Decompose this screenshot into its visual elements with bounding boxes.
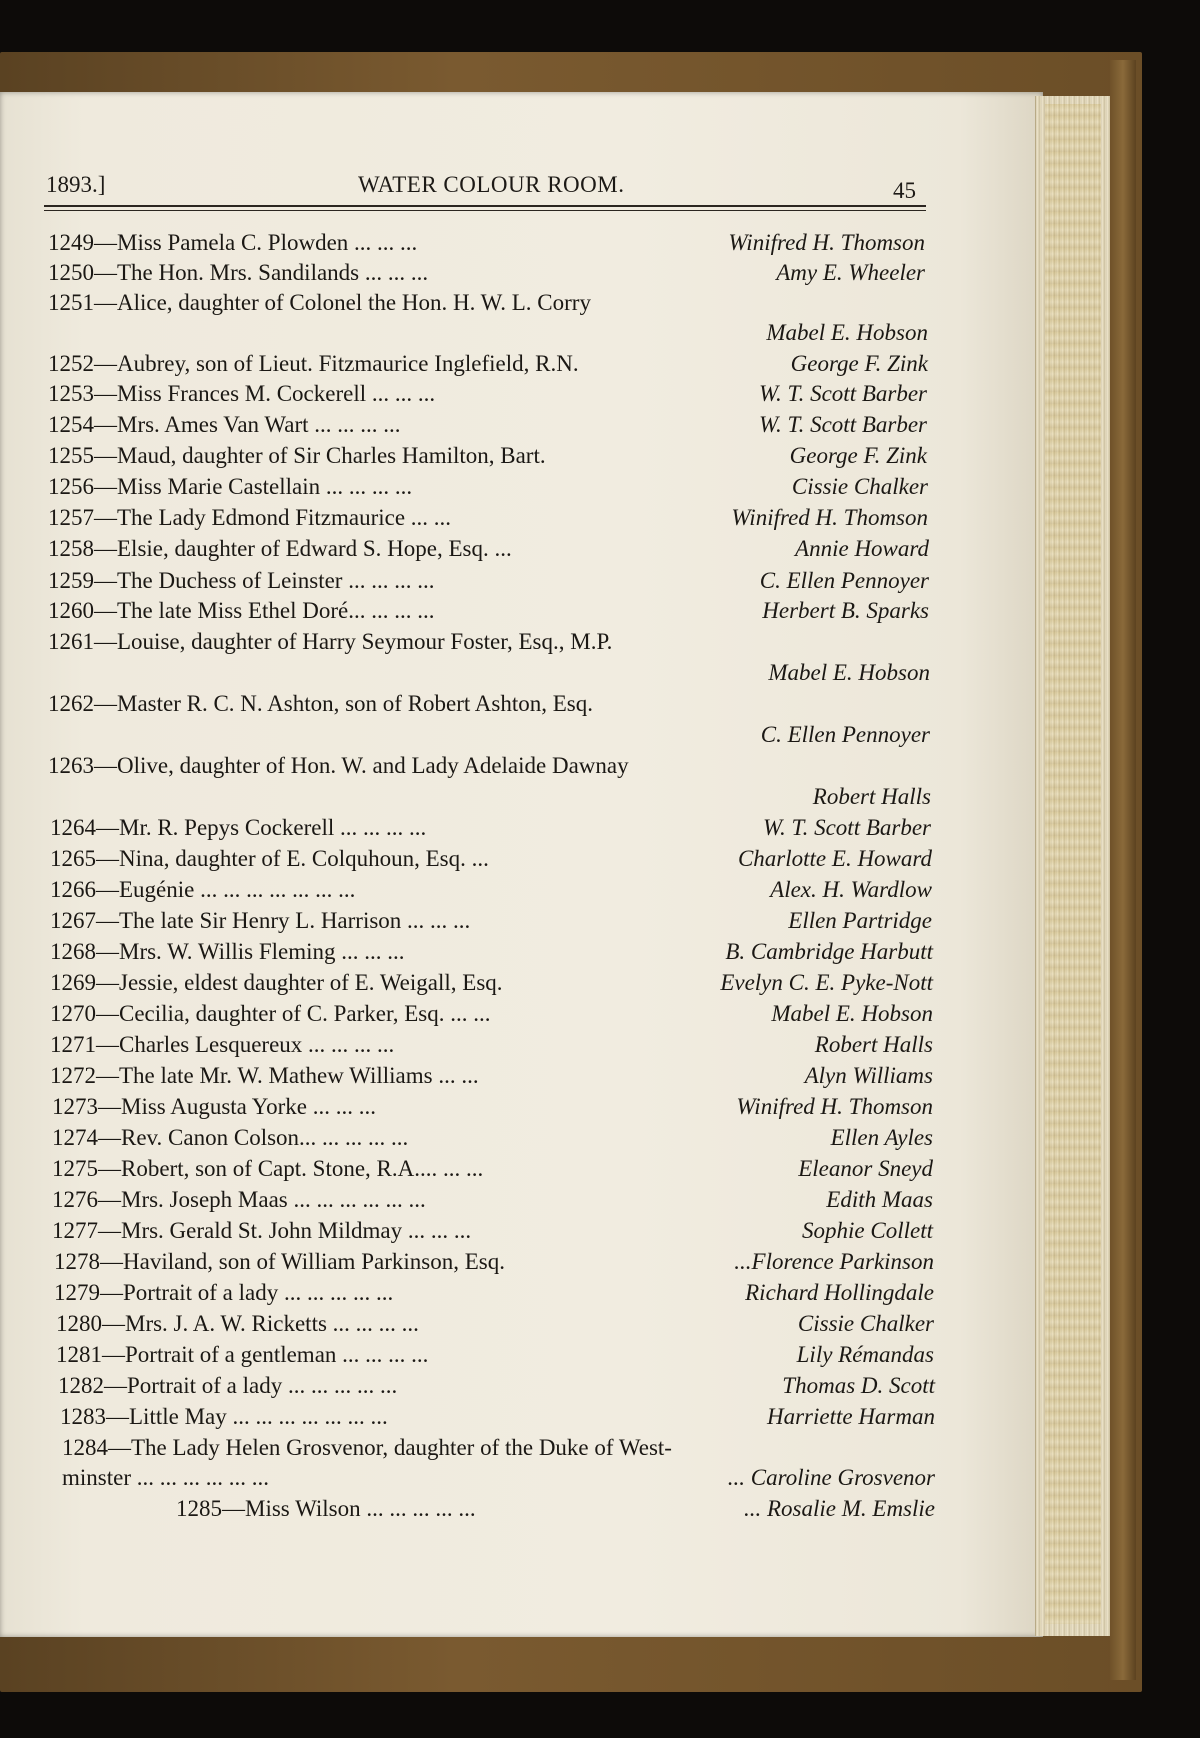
- entry-text: minster ... ... ... ... ... ...: [62, 1465, 269, 1490]
- running-head-year: 1893.]: [46, 172, 106, 197]
- entry-text: 1250—The Hon. Mrs. Sandilands ... ... ...: [48, 260, 429, 285]
- entry-text: 1259—The Duchess of Leinster ... ... ... ...: [48, 568, 435, 593]
- entry-artist: Ellen Partridge: [788, 908, 932, 933]
- entry-artist: Eleanor Sneyd: [798, 1156, 933, 1181]
- entry-text: 1257—The Lady Edmond Fitzmaurice ... ...: [48, 505, 452, 530]
- entry-artist: Thomas D. Scott: [782, 1373, 935, 1398]
- entry-artist: ... Caroline Grosvenor: [727, 1465, 935, 1490]
- entry-text: 1274—Rev. Canon Colson... ... ... ... ...: [52, 1125, 409, 1150]
- entry-artist: W. T. Scott Barber: [758, 381, 927, 406]
- entry-artist: Harriette Harman: [766, 1404, 935, 1429]
- entry-text: 1252—Aubrey, son of Lieut. Fitzmaurice Inglefield, R.N.: [48, 351, 579, 376]
- entry-text: 1272—The late Mr. W. Mathew Williams ... ...: [50, 1063, 479, 1088]
- entry-artist: Richard Hollingdale: [745, 1280, 934, 1305]
- running-head-title: WATER COLOUR ROOM.: [358, 172, 625, 197]
- entry-artist: Robert Halls: [812, 784, 931, 809]
- entry-artist: Mabel E. Hobson: [771, 1001, 933, 1026]
- entry-artist: George F. Zink: [789, 443, 927, 468]
- entry-text: 1262—Master R. C. N. Ashton, son of Robert Ashton, Esq.: [48, 691, 593, 716]
- entry-text: 1260—The late Miss Ethel Doré... ... ... ...: [48, 598, 435, 623]
- entry-artist: B. Cambridge Harbutt: [725, 939, 933, 964]
- entry-artist: Alex. H. Wardlow: [770, 877, 932, 902]
- entry-text: 1285—Miss Wilson ... ... ... ... ...: [176, 1496, 476, 1521]
- entry-artist: Amy E. Wheeler: [776, 260, 925, 285]
- entry-text: 1283—Little May ... ... ... ... ... ... ...: [60, 1404, 388, 1429]
- entry-artist: Robert Halls: [814, 1032, 933, 1057]
- entry-artist: Winifred H. Thomson: [731, 505, 928, 530]
- entry-text: 1264—Mr. R. Pepys Cockerell ... ... ... ...: [50, 815, 427, 840]
- entry-artist: ... Rosalie M. Emslie: [744, 1496, 935, 1521]
- entry-text: 1256—Miss Marie Castellain ... ... ... ...: [48, 474, 413, 499]
- entry-text: 1261—Louise, daughter of Harry Seymour Foster, Esq., M.P.: [48, 629, 613, 654]
- entry-text: 1265—Nina, daughter of E. Colquhoun, Esq. ...: [50, 846, 489, 871]
- entry-text: 1267—The late Sir Henry L. Harrison ... ... ...: [50, 908, 471, 933]
- entry-text: 1281—Portrait of a gentleman ... ... ... ...: [56, 1342, 429, 1367]
- entry-text: 1271—Charles Lesquereux ... ... ... ...: [50, 1032, 395, 1057]
- entry-text: 1258—Elsie, daughter of Edward S. Hope, Esq. ...: [48, 536, 512, 561]
- entry-text: 1266—Eugénie ... ... ... ... ... ... ...: [50, 877, 356, 902]
- entry-text: 1275—Robert, son of Capt. Stone, R.A.... ... ...: [52, 1156, 484, 1181]
- gilt-page-edges: [1045, 104, 1101, 1624]
- entry-text: 1263—Olive, daughter of Hon. W. and Lady Adelaide Dawnay: [48, 753, 629, 778]
- page-number: 45: [893, 178, 916, 203]
- entry-artist: Lily Rémandas: [796, 1342, 934, 1367]
- entry-text: 1276—Mrs. Joseph Maas ... ... ... ... ... ...: [52, 1187, 426, 1212]
- entry-artist: George F. Zink: [790, 351, 928, 376]
- entry-text: 1251—Alice, daughter of Colonel the Hon. H. W. L. Corry: [48, 290, 591, 315]
- entry-artist: Mabel E. Hobson: [768, 660, 930, 685]
- entry-artist: Sophie Collett: [802, 1218, 933, 1243]
- entry-text: 1273—Miss Augusta Yorke ... ... ...: [52, 1094, 376, 1119]
- entry-artist: ...Florence Parkinson: [734, 1249, 934, 1274]
- entry-text: 1284—The Lady Helen Grosvenor, daughter of the Duke of West-: [62, 1435, 672, 1460]
- entry-text: 1277—Mrs. Gerald St. John Mildmay ... ... ...: [52, 1218, 472, 1243]
- entry-text: 1254—Mrs. Ames Van Wart ... ... ... ...: [48, 412, 401, 437]
- entry-text: 1282—Portrait of a lady ... ... ... ... ...: [58, 1373, 398, 1398]
- entry-artist: Mabel E. Hobson: [766, 320, 928, 345]
- entry-artist: C. Ellen Pennoyer: [759, 568, 929, 593]
- entry-artist: Winifred H. Thomson: [736, 1094, 933, 1119]
- entry-artist: Annie Howard: [795, 536, 929, 561]
- entry-artist: Alyn Williams: [804, 1063, 933, 1088]
- entry-artist: Cissie Chalker: [791, 474, 928, 499]
- entry-artist: Edith Maas: [826, 1187, 933, 1212]
- entry-text: 1255—Maud, daughter of Sir Charles Hamilton, Bart.: [48, 443, 546, 468]
- entry-text: 1268—Mrs. W. Willis Fleming ... ... ...: [50, 939, 405, 964]
- entry-text: 1270—Cecilia, daughter of C. Parker, Esq. ... ...: [50, 1001, 491, 1026]
- entry-artist: W. T. Scott Barber: [758, 412, 927, 437]
- entry-artist: C. Ellen Pennoyer: [760, 722, 930, 747]
- book-spine-edge: [1110, 60, 1136, 1680]
- entry-artist: Ellen Ayles: [830, 1125, 933, 1150]
- entry-text: 1269—Jessie, eldest daughter of E. Weigall, Esq.: [50, 970, 503, 995]
- entry-artist: Herbert B. Sparks: [762, 598, 929, 623]
- entry-text: 1249—Miss Pamela C. Plowden ... ... ...: [48, 230, 418, 255]
- entry-artist: W. T. Scott Barber: [762, 815, 931, 840]
- entry-text: 1278—Haviland, son of William Parkinson, Esq.: [54, 1249, 505, 1274]
- entry-artist: Evelyn C. E. Pyke-Nott: [720, 970, 933, 995]
- entry-artist: Charlotte E. Howard: [737, 846, 932, 871]
- entry-text: 1279—Portrait of a lady ... ... ... ... ...: [54, 1280, 394, 1305]
- entry-text: 1280—Mrs. J. A. W. Ricketts ... ... ... ...: [56, 1311, 419, 1336]
- entry-artist: Cissie Chalker: [797, 1311, 934, 1336]
- entry-artist: Winifred H. Thomson: [728, 230, 925, 255]
- entry-text: 1253—Miss Frances M. Cockerell ... ... ...: [48, 381, 436, 406]
